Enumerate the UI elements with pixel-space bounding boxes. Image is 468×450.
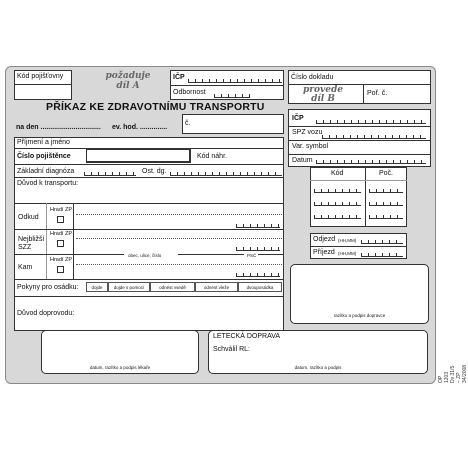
szz-psc-ticks [236, 245, 280, 251]
pokyny-option-dvouposadka[interactable]: dvouposádka [238, 282, 282, 292]
por-c-label: Poř. č. [367, 90, 388, 97]
kam-dotted-1 [76, 264, 282, 265]
stamp-b-line2: díl B [311, 94, 335, 104]
pokyny-option-odnest-vsede[interactable]: odnést vsedě [150, 282, 195, 292]
row-line-8 [14, 296, 284, 297]
poc-ticks-1 [369, 187, 403, 193]
address-caption: obec, ulice, číslo [128, 253, 162, 258]
row-line-2 [14, 164, 284, 165]
diagnoza-label: Základní diagnóza [17, 168, 75, 175]
side-print-code: OP 1203 Dv 31/5 – ZP 34/2008 [438, 364, 468, 383]
row-line-6b [178, 254, 244, 255]
stamp-a-line2: díl A [116, 81, 140, 91]
poc-ticks-3 [369, 213, 403, 219]
kam-label: Kam [18, 264, 33, 271]
provider-line-2 [288, 140, 431, 141]
odkud-checkbox[interactable] [57, 216, 64, 223]
doctor-signature-caption: datum, razítko a podpis lékaře [89, 365, 151, 370]
pokyny-option-odnest-vleze[interactable]: odnést vleže [195, 282, 238, 292]
cislo-dokladu-label: Číslo dokladu [291, 74, 334, 81]
pokyny-option-dojde[interactable]: dojde [86, 282, 108, 292]
address-col-divider-2 [73, 203, 74, 279]
por-c-divider [363, 84, 364, 104]
kod-poc-divider [365, 167, 366, 227]
prijezd-ticks [361, 251, 403, 257]
address-col-divider-1 [46, 203, 47, 279]
poc-ticks-2 [369, 200, 403, 206]
right-icp-label: IČP [292, 115, 304, 122]
kod-ticks-2 [314, 200, 361, 206]
cislo-pojistence-input[interactable] [86, 149, 191, 163]
diagnoza-ticks [84, 170, 136, 176]
hradi-zp-label-3: Hradí ZP [50, 257, 73, 263]
icp-label: IČP [173, 74, 185, 81]
right-icp-ticks [316, 118, 426, 124]
hradi-zp-label-1: Hradí ZP [50, 207, 73, 213]
odbornost-label: Odbornost [173, 89, 206, 96]
kod-header: Kód [331, 170, 344, 177]
c-box[interactable] [182, 114, 284, 134]
odkud-dotted-1 [76, 214, 282, 215]
prijezd-label: Příjezd [313, 249, 335, 256]
nejblizsi-label: Nejbližší [18, 236, 45, 243]
var-symbol-label: Var. symbol [292, 143, 329, 150]
poc-header: Poč. [379, 170, 394, 177]
kod-pojistovny-label: Kód pojišťovny [17, 73, 64, 80]
duvod-label: Důvod k transportu: [17, 180, 79, 187]
datum-label: Datum [292, 157, 313, 164]
ost-dg-ticks [170, 170, 282, 176]
page-title: PŘÍKAZ KE ZDRAVOTNÍMU TRANSPORTU [46, 101, 265, 113]
row-line-3 [14, 177, 284, 178]
provider-line-1 [288, 126, 431, 127]
spz-ticks [322, 133, 426, 139]
icp-ticks [188, 77, 282, 83]
szz-dotted-1 [76, 238, 282, 239]
odkud-label: Odkud [18, 214, 39, 221]
hradi-zp-label-2: Hradí ZP [50, 231, 73, 237]
kod-row-1 [310, 180, 407, 181]
air-signature-caption: datum, razítko a podpis [294, 365, 342, 370]
odjezd-unit: (HH,MM) [338, 238, 357, 243]
na-den-label: na den ............................... [16, 124, 101, 131]
kod-ticks-1 [314, 187, 361, 193]
icp-divider [170, 85, 284, 86]
prijmeni-label: Příjmení a jméno [17, 139, 70, 146]
ost-dg-label: Ost. dg. [142, 168, 167, 175]
schvalil-label: Schválil RL: [213, 346, 250, 353]
pokyny-label: Pokyny pro osádku: [17, 284, 79, 291]
spz-label: SPZ vozu [292, 129, 323, 136]
kod-pojistovny-divider [14, 84, 72, 85]
odkud-psc-ticks [236, 222, 280, 228]
letecka-label: LETECKÁ DOPRAVA [213, 333, 281, 340]
row-line-6c [258, 254, 284, 255]
c-label: č. [185, 120, 191, 127]
odjezd-label: Odjezd [313, 236, 336, 243]
kod-nahr-label: Kód náhr. [197, 153, 227, 160]
datum-ticks [316, 158, 426, 164]
row-line-7 [14, 279, 284, 280]
kod-ticks-3 [314, 213, 361, 219]
kam-psc-ticks [236, 271, 280, 277]
odbornost-ticks [214, 92, 250, 98]
crew-signature-caption: razítko a podpis dopravce [333, 313, 386, 318]
row-line-6 [14, 254, 124, 255]
odjezd-ticks [361, 238, 403, 244]
ev-hod-label: ev. hod. .............. [112, 124, 168, 131]
nejblizsi-checkbox[interactable] [57, 240, 64, 247]
psc-caption: PSČ [247, 253, 257, 258]
prijezd-unit: (HH,MM) [338, 251, 357, 256]
row-line-4 [14, 203, 284, 204]
cislo-pojistence-label: Číslo pojištěnce [17, 153, 71, 160]
times-divider [310, 246, 407, 247]
stamp-a-line1: požaduje [105, 71, 151, 81]
kam-checkbox[interactable] [57, 266, 64, 273]
duvod-doprovodu-label: Důvod doprovodu: [17, 310, 75, 317]
stamp-b-line1: provede [302, 85, 343, 95]
provider-line-3 [288, 154, 431, 155]
szz-label: SZZ [18, 244, 32, 251]
row-line-5 [14, 229, 284, 230]
pokyny-option-dojde-s-pomoci[interactable]: dojde s pomocí [108, 282, 150, 292]
